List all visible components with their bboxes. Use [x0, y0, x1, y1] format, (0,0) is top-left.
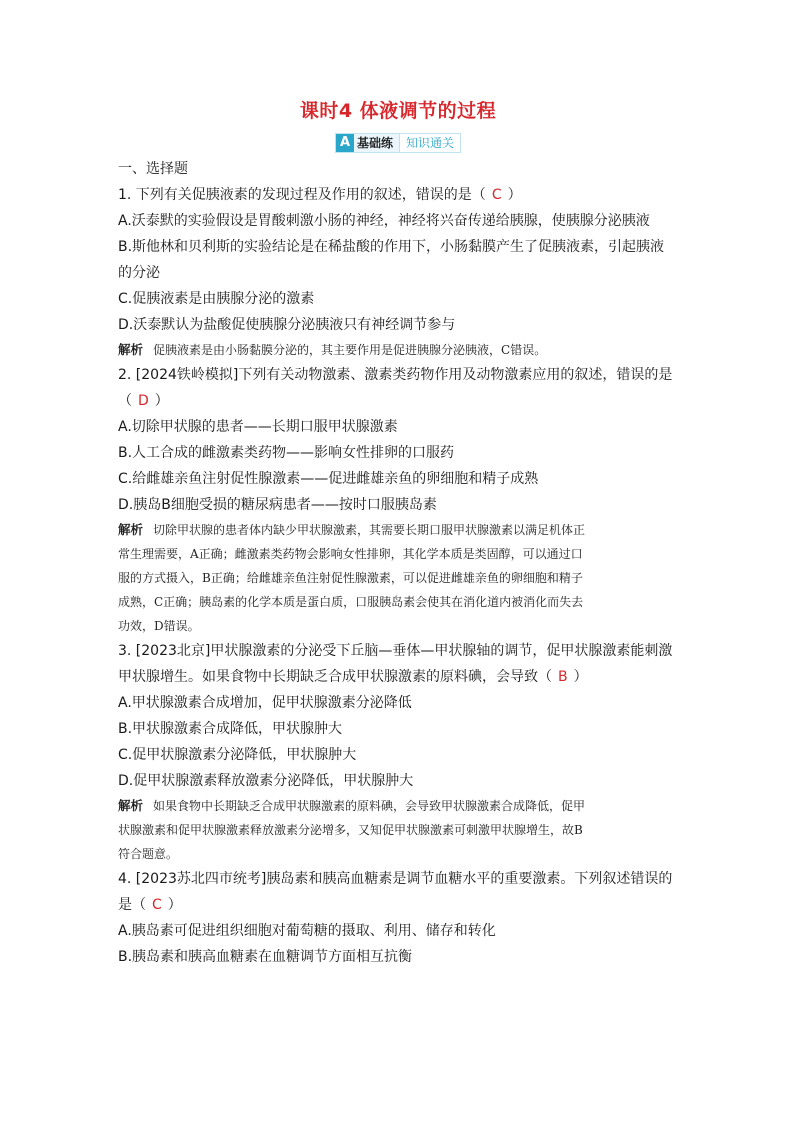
content	[118, 158, 678, 970]
option-b: B.胰岛素和胰高血糖素在血糖调节方面相互抗衡	[118, 949, 413, 965]
stem-post: ）	[154, 393, 169, 409]
explain-tag: 解析	[118, 522, 144, 537]
option-b: B.人工合成的雌激素类药物——影响女性排卵的口服药	[118, 445, 455, 461]
option-a: A.胰岛素可促进组织细胞对葡萄糖的摄取、利用、储存和转化	[118, 923, 496, 939]
answer-mark: B	[558, 669, 568, 685]
stem-pre: 是（	[118, 897, 146, 913]
question-1	[118, 182, 678, 362]
page-title: 课时4 体液调节的过程	[299, 100, 497, 122]
option-c: C.促胰液素是由胰腺分泌的激素	[118, 291, 315, 307]
stem-pre: （	[118, 393, 132, 409]
explain-tag: 解析	[118, 798, 144, 813]
explain-text: 促胰液素是由小肠黏膜分泌的，其主要作用是促进胰腺分泌胰液，C错误。	[153, 343, 547, 357]
question-stem: 4. [2023苏北四市统考]胰岛素和胰高血糖素是调节血糖水平的重要激素。下列叙述错误的	[118, 871, 673, 887]
option-a: A.切除甲状腺的患者——长期口服甲状腺激素	[118, 419, 398, 435]
explain-line: 符合题意。	[118, 847, 179, 861]
option-b: B.甲状腺激素合成降低，甲状腺肿大	[118, 721, 343, 737]
explain-line: 如果食物中长期缺乏合成甲状腺激素的原料碘，会导致甲状腺激素合成降低，促甲	[153, 799, 586, 813]
explain-line: 状腺激素和促甲状腺激素释放激素分泌增多，又知促甲状腺激素可刺激甲状腺增生，故B	[118, 823, 583, 837]
stem-post: ）	[167, 897, 182, 913]
section-heading: 一、选择题	[118, 161, 188, 177]
question-2	[118, 362, 678, 638]
option-d: D.促甲状腺激素释放激素分泌降低，甲状腺肿大	[118, 773, 414, 789]
badge-subtitle: 知识通关	[399, 134, 460, 152]
question-stem: 3. [2023北京]甲状腺激素的分泌受下丘脑—垂体—甲状腺轴的调节，促甲状腺激素能刺激	[118, 643, 673, 659]
explain-tag: 解析	[118, 342, 144, 357]
answer-mark: D	[138, 393, 149, 409]
question-3	[118, 638, 678, 866]
option-b: B.斯他林和贝利斯的实验结论是在稀盐酸的作用下，小肠黏膜产生了促胰液素，引起胰液	[118, 239, 665, 255]
option-c: C.给雌雄亲鱼注射促性腺激素——促进雌雄亲鱼的卵细胞和精子成熟	[118, 471, 539, 487]
option-c: C.促甲状腺激素分泌降低，甲状腺肿大	[118, 747, 357, 763]
badge-row	[118, 131, 678, 151]
stem-end: ）	[507, 187, 522, 203]
explain-line: 功效，D错误。	[118, 619, 200, 633]
question-stem-cont	[118, 892, 678, 918]
badge-label: 基础练	[357, 136, 394, 150]
question-stem-cont	[118, 388, 678, 414]
explanation	[118, 794, 678, 818]
explain-line: 成熟，C正确；胰岛素的化学本质是蛋白质，口服胰岛素会使其在消化道内被消化而失去	[118, 595, 584, 609]
option-b-cont: 的分泌	[118, 265, 160, 281]
explain-line: 服的方式摄入，B正确；给雌雄亲鱼注射促性腺激素，可以促进雌雄亲鱼的卵细胞和精子	[118, 571, 583, 585]
section-badge	[335, 133, 461, 153]
answer-mark: C	[491, 187, 502, 203]
option-d: D.胰岛B细胞受损的糖尿病患者——按时口服胰岛素	[118, 497, 437, 513]
option-a: A.沃泰默的实验假设是胃酸刺激小肠的神经，神经将兴奋传递给胰腺，使胰腺分泌胰液	[118, 213, 650, 229]
stem-post: ）	[573, 669, 588, 685]
option-d: D.沃泰默认为盐酸促使胰腺分泌胰液只有神经调节参与	[118, 317, 456, 333]
question-stem-cont	[118, 664, 678, 690]
stem-pre: 甲状腺增生。如果食物中长期缺乏合成甲状腺激素的原料碘，会导致（	[118, 669, 552, 685]
explanation	[118, 338, 678, 362]
stem-text: 1. 下列有关促胰液素的发现过程及作用的叙述，错误的是（	[118, 187, 486, 203]
explanation	[118, 518, 678, 542]
option-a: A.甲状腺激素合成增加，促甲状腺激素分泌降低	[118, 695, 412, 711]
explain-line: 常生理需要，A正确；雌激素类药物会影响女性排卵，其化学本质是类固醇，可以通过口	[118, 547, 583, 561]
badge-letter: A	[336, 134, 354, 152]
question-stem	[118, 182, 678, 208]
answer-mark: C	[152, 897, 162, 913]
explain-line: 切除甲状腺的患者体内缺少甲状腺激素，其需要长期口服甲状腺激素以满足机体正	[153, 523, 586, 537]
question-4	[118, 866, 678, 970]
question-stem: 2. [2024铁岭模拟]下列有关动物激素、激素类药物作用及动物激素应用的叙述，错误的是	[118, 367, 673, 383]
